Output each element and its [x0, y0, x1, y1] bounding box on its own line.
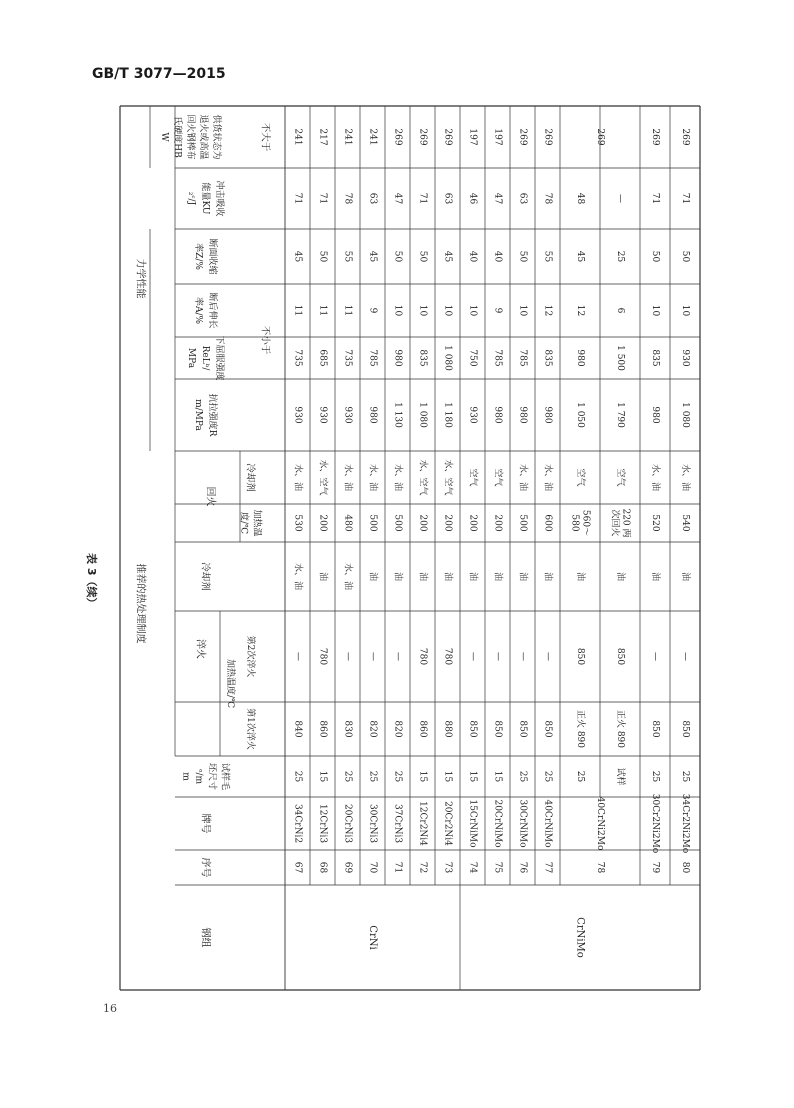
cell-q2: — — [392, 652, 403, 661]
cell-ku: — — [615, 194, 625, 203]
cell-qcool: 油 — [542, 571, 553, 582]
cell-qcool: 油 — [317, 571, 328, 582]
cell-q2: — — [492, 652, 503, 661]
cell-ku: 71 — [417, 192, 428, 205]
cell-qcool: 油 — [615, 571, 625, 582]
cell-a: 6 — [615, 307, 625, 314]
cell-rel: 785 — [517, 349, 528, 367]
cell-a: 10 — [680, 304, 690, 317]
header-quench-coolant: 冷却剂 — [199, 562, 211, 591]
cell-rm: 930 — [292, 406, 303, 424]
cell-ku: 46 — [467, 192, 478, 205]
cell-z: 55 — [342, 250, 353, 263]
cell-ttemp: 560～ — [580, 509, 591, 537]
header-rm: 抗拉强度R — [207, 393, 217, 437]
header-rm: m/MPa — [193, 399, 203, 431]
cell-rm: 980 — [517, 406, 528, 424]
cell-ttemp: 200 — [442, 514, 453, 532]
group-label-crnimo: CrNiMo — [574, 917, 586, 958]
cell-ttemp: 200 — [317, 514, 328, 532]
page-number: 16 — [103, 1002, 117, 1015]
cell-hbw: 241 — [367, 128, 378, 146]
header-a: 断后伸长 — [207, 292, 217, 329]
cell-rel: 835 — [417, 349, 428, 367]
cell-tcool: 水、油 — [680, 463, 690, 492]
header-blank-size: ᵃ/m — [193, 768, 204, 785]
header-serial-no: 序号 — [199, 857, 211, 878]
cell-q1: 正火 890 — [575, 709, 585, 749]
header-ku: 冲击吸收 — [214, 180, 224, 217]
cell-serial: 71 — [392, 861, 403, 874]
header-rel: ReLᵇ/ — [200, 345, 210, 371]
cell-q1: 860 — [317, 720, 328, 738]
cell-q1: 820 — [392, 720, 403, 738]
cell-a: 11 — [317, 304, 328, 317]
cell-ttemp: 530 — [292, 514, 303, 532]
cell-hbw: 269 — [442, 128, 453, 146]
cell-serial: 78 — [595, 861, 605, 874]
cell-grade: 20CrNiMo — [492, 799, 503, 848]
header-hbw: 退火或高温 — [198, 114, 208, 160]
cell-size: 15 — [442, 770, 453, 783]
cell-tcool: 水、油 — [517, 463, 528, 492]
cell-q2: 850 — [575, 647, 585, 666]
cell-q2: — — [342, 652, 353, 661]
cell-ku: 71 — [650, 192, 660, 205]
header-hbw: 回火钢棒布 — [185, 114, 195, 160]
cell-tcool: 水、油 — [292, 463, 303, 492]
header-heat-treatment: 推荐的热处理制度 — [134, 563, 146, 644]
cell-grade: 20CrNi3 — [342, 803, 353, 844]
cell-ku: 63 — [442, 192, 453, 205]
cell-tcool: 空气 — [492, 468, 503, 487]
cell-qcool: 油 — [492, 571, 503, 582]
cell-hbw: 269 — [650, 128, 660, 146]
cell-hbw: 269 — [392, 128, 403, 146]
cell-size: 15 — [492, 770, 503, 783]
cell-tcool: 空气 — [615, 468, 625, 487]
cell-qcool: 油 — [650, 571, 660, 582]
cell-q2: 780 — [417, 647, 428, 666]
cell-rel: 685 — [317, 349, 328, 367]
cell-rel: 835 — [650, 349, 660, 367]
group-label-crni: CrNi — [367, 925, 378, 950]
cell-a: 10 — [650, 304, 660, 317]
header-mechanical: 力学性能 — [134, 258, 146, 299]
cell-q1: 830 — [342, 720, 353, 738]
header-hbw: 供货状态为 — [211, 114, 221, 160]
header-grade: 牌号 — [199, 813, 211, 834]
cell-size: 25 — [292, 770, 303, 783]
cell-serial: 67 — [292, 861, 303, 874]
cell-a: 9 — [367, 307, 378, 314]
header-blank-size: m — [180, 772, 191, 781]
cell-serial: 76 — [517, 861, 528, 874]
cell-z: 50 — [517, 250, 528, 263]
standard-code: GB/T 3077—2015 — [92, 66, 226, 82]
cell-q2: — — [467, 652, 478, 661]
cell-ku: 47 — [492, 192, 503, 205]
cell-z: 50 — [650, 250, 660, 263]
cell-a: 10 — [467, 304, 478, 317]
cell-rm: 980 — [542, 406, 553, 424]
cell-serial: 79 — [650, 861, 660, 874]
cell-tcool: 水、油 — [392, 463, 403, 492]
cell-size: 25 — [342, 770, 353, 783]
header-ku: ₂ᶜ/J — [186, 191, 196, 206]
cell-hbw: 197 — [492, 128, 503, 146]
cell-q1: 840 — [292, 720, 303, 738]
cell-q2: 780 — [442, 647, 453, 666]
cell-tcool: 水、油 — [650, 463, 660, 492]
header-blank-size: 坯尺寸 — [206, 762, 217, 791]
cell-rel: 750 — [467, 349, 478, 367]
cell-hbw: 241 — [342, 128, 353, 146]
cell-rm: 930 — [342, 406, 353, 424]
cell-tcool: 空气 — [575, 468, 585, 487]
header-temper-temp: 加热温 — [251, 509, 262, 537]
cell-q1: 850 — [517, 720, 528, 738]
cell-grade: 15CrNiMo — [467, 799, 478, 848]
cell-grade: 34Cr2Ni2Mo — [680, 793, 690, 854]
cell-a: 9 — [492, 307, 503, 314]
cell-q2: 780 — [317, 647, 328, 666]
header-rel: 下屈服强度 — [214, 335, 224, 381]
header-second-quench: 第2次淬火 — [245, 635, 255, 678]
cell-qcool: 油 — [575, 571, 585, 582]
cell-ku: 63 — [517, 192, 528, 205]
cell-ku: 71 — [680, 192, 690, 205]
cell-tcool: 水、油 — [342, 463, 353, 492]
cell-hbw: 269 — [595, 128, 605, 146]
cell-z: 40 — [467, 250, 478, 263]
cell-z: 50 — [392, 250, 403, 263]
cell-size: 15 — [467, 770, 478, 783]
cell-rm: 1 130 — [392, 402, 403, 428]
cell-grade: 34CrNi2 — [292, 803, 303, 844]
cell-rm: 1 080 — [680, 402, 690, 428]
cell-size: 15 — [417, 770, 428, 783]
cell-z: 40 — [492, 250, 503, 263]
cell-rel: 1 080 — [442, 345, 453, 371]
cell-grade: 30Cr2Ni2Mo — [650, 793, 660, 854]
cell-ttemp: 520 — [650, 514, 660, 532]
cell-serial: 70 — [367, 861, 378, 874]
cell-rm: 980 — [367, 406, 378, 424]
table-caption: 表 3（续） — [85, 553, 98, 609]
cell-q1: 850 — [542, 720, 553, 738]
cell-qcool: 水、油 — [292, 562, 303, 591]
header-rel: MPa — [186, 347, 196, 369]
cell-z: 25 — [615, 250, 625, 263]
cell-rm: 980 — [492, 406, 503, 424]
cell-tcool: 空气 — [467, 468, 478, 487]
cell-q2: — — [292, 652, 303, 661]
cell-size: 25 — [680, 770, 690, 783]
cell-size: 15 — [317, 770, 328, 783]
cell-serial: 73 — [442, 861, 453, 874]
cell-ku: 78 — [342, 192, 353, 205]
cell-qcool: 油 — [442, 571, 453, 582]
cell-hbw: 269 — [417, 128, 428, 146]
header-z: 率Z/% — [193, 243, 203, 270]
cell-rm: 1 180 — [442, 402, 453, 428]
cell-hbw: 197 — [467, 128, 478, 146]
cell-z: 45 — [575, 250, 585, 263]
cell-q2: — — [542, 652, 553, 661]
cell-qcool: 油 — [392, 571, 403, 582]
cell-a: 10 — [392, 304, 403, 317]
cell-serial: 68 — [317, 861, 328, 874]
cell-z: 50 — [317, 250, 328, 263]
cell-serial: 80 — [680, 861, 690, 874]
cell-ku: 71 — [317, 192, 328, 205]
header-ku: 能量KU — [200, 182, 210, 215]
cell-rel: 980 — [575, 349, 585, 367]
cell-rel: 785 — [367, 349, 378, 367]
cell-q2: — — [680, 652, 690, 661]
cell-size: 试样 — [615, 767, 625, 786]
cell-serial: 69 — [342, 861, 353, 874]
header-steel-group: 钢组 — [199, 927, 211, 948]
cell-q1: 850 — [492, 720, 503, 738]
cell-rel: 930 — [680, 349, 690, 367]
cell-ku: 71 — [292, 192, 303, 205]
cell-tcool: 水、油 — [542, 463, 553, 492]
cell-a: 10 — [517, 304, 528, 317]
cell-rm: 930 — [317, 406, 328, 424]
header-quench-temp: 加热温度/℃ — [225, 658, 235, 709]
cell-ttemp: 220 两 — [620, 508, 631, 538]
cell-tcool: 水、空气 — [417, 459, 428, 496]
cell-ttemp: 200 — [417, 514, 428, 532]
cell-grade: 37CrNi3 — [392, 803, 403, 844]
cell-rel: 835 — [542, 349, 553, 367]
cell-a: 10 — [442, 304, 453, 317]
cell-rm: 1 080 — [417, 402, 428, 428]
cell-ttemp: 200 — [467, 514, 478, 532]
cell-ku: 63 — [367, 192, 378, 205]
header-blank-size: 试样毛 — [219, 762, 230, 791]
header-a: 率A/% — [193, 296, 203, 325]
cell-z: 45 — [442, 250, 453, 263]
header-quench: 淬火 — [194, 639, 206, 659]
header-hbw: W — [159, 132, 169, 142]
cell-size: 25 — [575, 770, 585, 783]
cell-qcool: 油 — [367, 571, 378, 582]
cell-serial: 75 — [492, 861, 503, 874]
header-not-less: 不小于 — [259, 325, 271, 355]
cell-qcool: 油 — [680, 571, 690, 582]
header-temper: 回火 — [204, 486, 216, 507]
cell-rm: 1 790 — [615, 402, 625, 428]
cell-grade: 30CrNiMo — [517, 799, 528, 848]
cell-rm: 980 — [650, 406, 660, 424]
header-first-quench: 第1次淬火 — [245, 708, 255, 750]
cell-z: 50 — [417, 250, 428, 263]
cell-a: 12 — [575, 304, 585, 317]
cell-ttemp: 480 — [342, 514, 353, 532]
cell-grade: 40CrNi2Mo — [595, 796, 605, 851]
cell-ttemp: 200 — [492, 514, 503, 532]
cell-qcool: 油 — [417, 571, 428, 582]
cell-q2: 850 — [615, 647, 625, 666]
cell-q1: 正火 890 — [615, 709, 625, 749]
cell-q1: 850 — [650, 720, 660, 738]
cell-rel: 1 500 — [615, 345, 625, 371]
cell-q2: — — [650, 652, 660, 661]
cell-tcool: 水、空气 — [442, 459, 453, 496]
cell-a: 12 — [542, 304, 553, 317]
header-not-more: 不大于 — [259, 122, 271, 152]
cell-a: 10 — [417, 304, 428, 317]
cell-rm: 1 050 — [575, 402, 585, 428]
cell-q1: 850 — [680, 720, 690, 738]
cell-rel: 735 — [342, 349, 353, 367]
cell-z: 50 — [680, 250, 690, 263]
cell-q1: 880 — [442, 720, 453, 738]
cell-ttemp: 600 — [542, 514, 553, 532]
cell-grade: 40CrNiMo — [542, 799, 553, 848]
cell-size: 25 — [367, 770, 378, 783]
cell-z: 55 — [542, 250, 553, 263]
cell-serial: 77 — [542, 861, 553, 874]
cell-q1: 860 — [417, 720, 428, 738]
cell-grade: 12Cr2Ni4 — [417, 801, 428, 846]
cell-size: 25 — [392, 770, 403, 783]
cell-a: 11 — [292, 304, 303, 317]
cell-serial: 74 — [467, 861, 478, 874]
cell-ku: 78 — [542, 192, 553, 205]
cell-ttemp: 580 — [569, 514, 580, 532]
cell-grade: 20Cr2Ni4 — [442, 801, 453, 846]
cell-serial: 72 — [417, 861, 428, 874]
cell-grade: 12CrNi3 — [317, 803, 328, 844]
cell-ttemp: 500 — [392, 514, 403, 532]
header-temper-coolant: 冷却剂 — [244, 463, 256, 492]
cell-ttemp: 500 — [367, 514, 378, 532]
cell-hbw: 269 — [542, 128, 553, 146]
cell-ku: 47 — [392, 192, 403, 205]
cell-qcool: 油 — [467, 571, 478, 582]
cell-rel: 785 — [492, 349, 503, 367]
cell-z: 45 — [367, 250, 378, 263]
cell-tcool: 水、油 — [367, 463, 378, 492]
cell-grade: 30CrNi3 — [367, 803, 378, 844]
cell-rm: 930 — [467, 406, 478, 424]
header-z: 断面收缩 — [207, 238, 217, 275]
cell-q2: — — [517, 652, 528, 661]
cell-ku: 48 — [575, 192, 585, 205]
cell-size: 25 — [517, 770, 528, 783]
cell-tcool: 水、空气 — [317, 459, 328, 496]
cell-hbw: 217 — [317, 128, 328, 146]
cell-ttemp: 540 — [680, 514, 690, 532]
cell-q1: 850 — [467, 720, 478, 738]
cell-ttemp: 500 — [517, 514, 528, 532]
cell-ttemp: 次回火 — [609, 509, 620, 537]
cell-qcool: 水、油 — [342, 562, 353, 591]
cell-rel: 980 — [392, 349, 403, 367]
cell-rel: 735 — [292, 349, 303, 367]
cell-qcool: 油 — [517, 571, 528, 582]
header-temper-temp: 度/℃ — [238, 511, 249, 535]
cell-q1: 820 — [367, 720, 378, 738]
cell-hbw: 241 — [292, 128, 303, 146]
cell-hbw: 269 — [680, 128, 690, 146]
header-hbw: 氏硬度HB — [172, 116, 182, 158]
cell-a: 11 — [342, 304, 353, 317]
cell-size: 25 — [542, 770, 553, 783]
cell-hbw: 269 — [517, 128, 528, 146]
cell-size: 25 — [650, 770, 660, 783]
cell-q2: — — [367, 652, 378, 661]
cell-z: 45 — [292, 250, 303, 263]
